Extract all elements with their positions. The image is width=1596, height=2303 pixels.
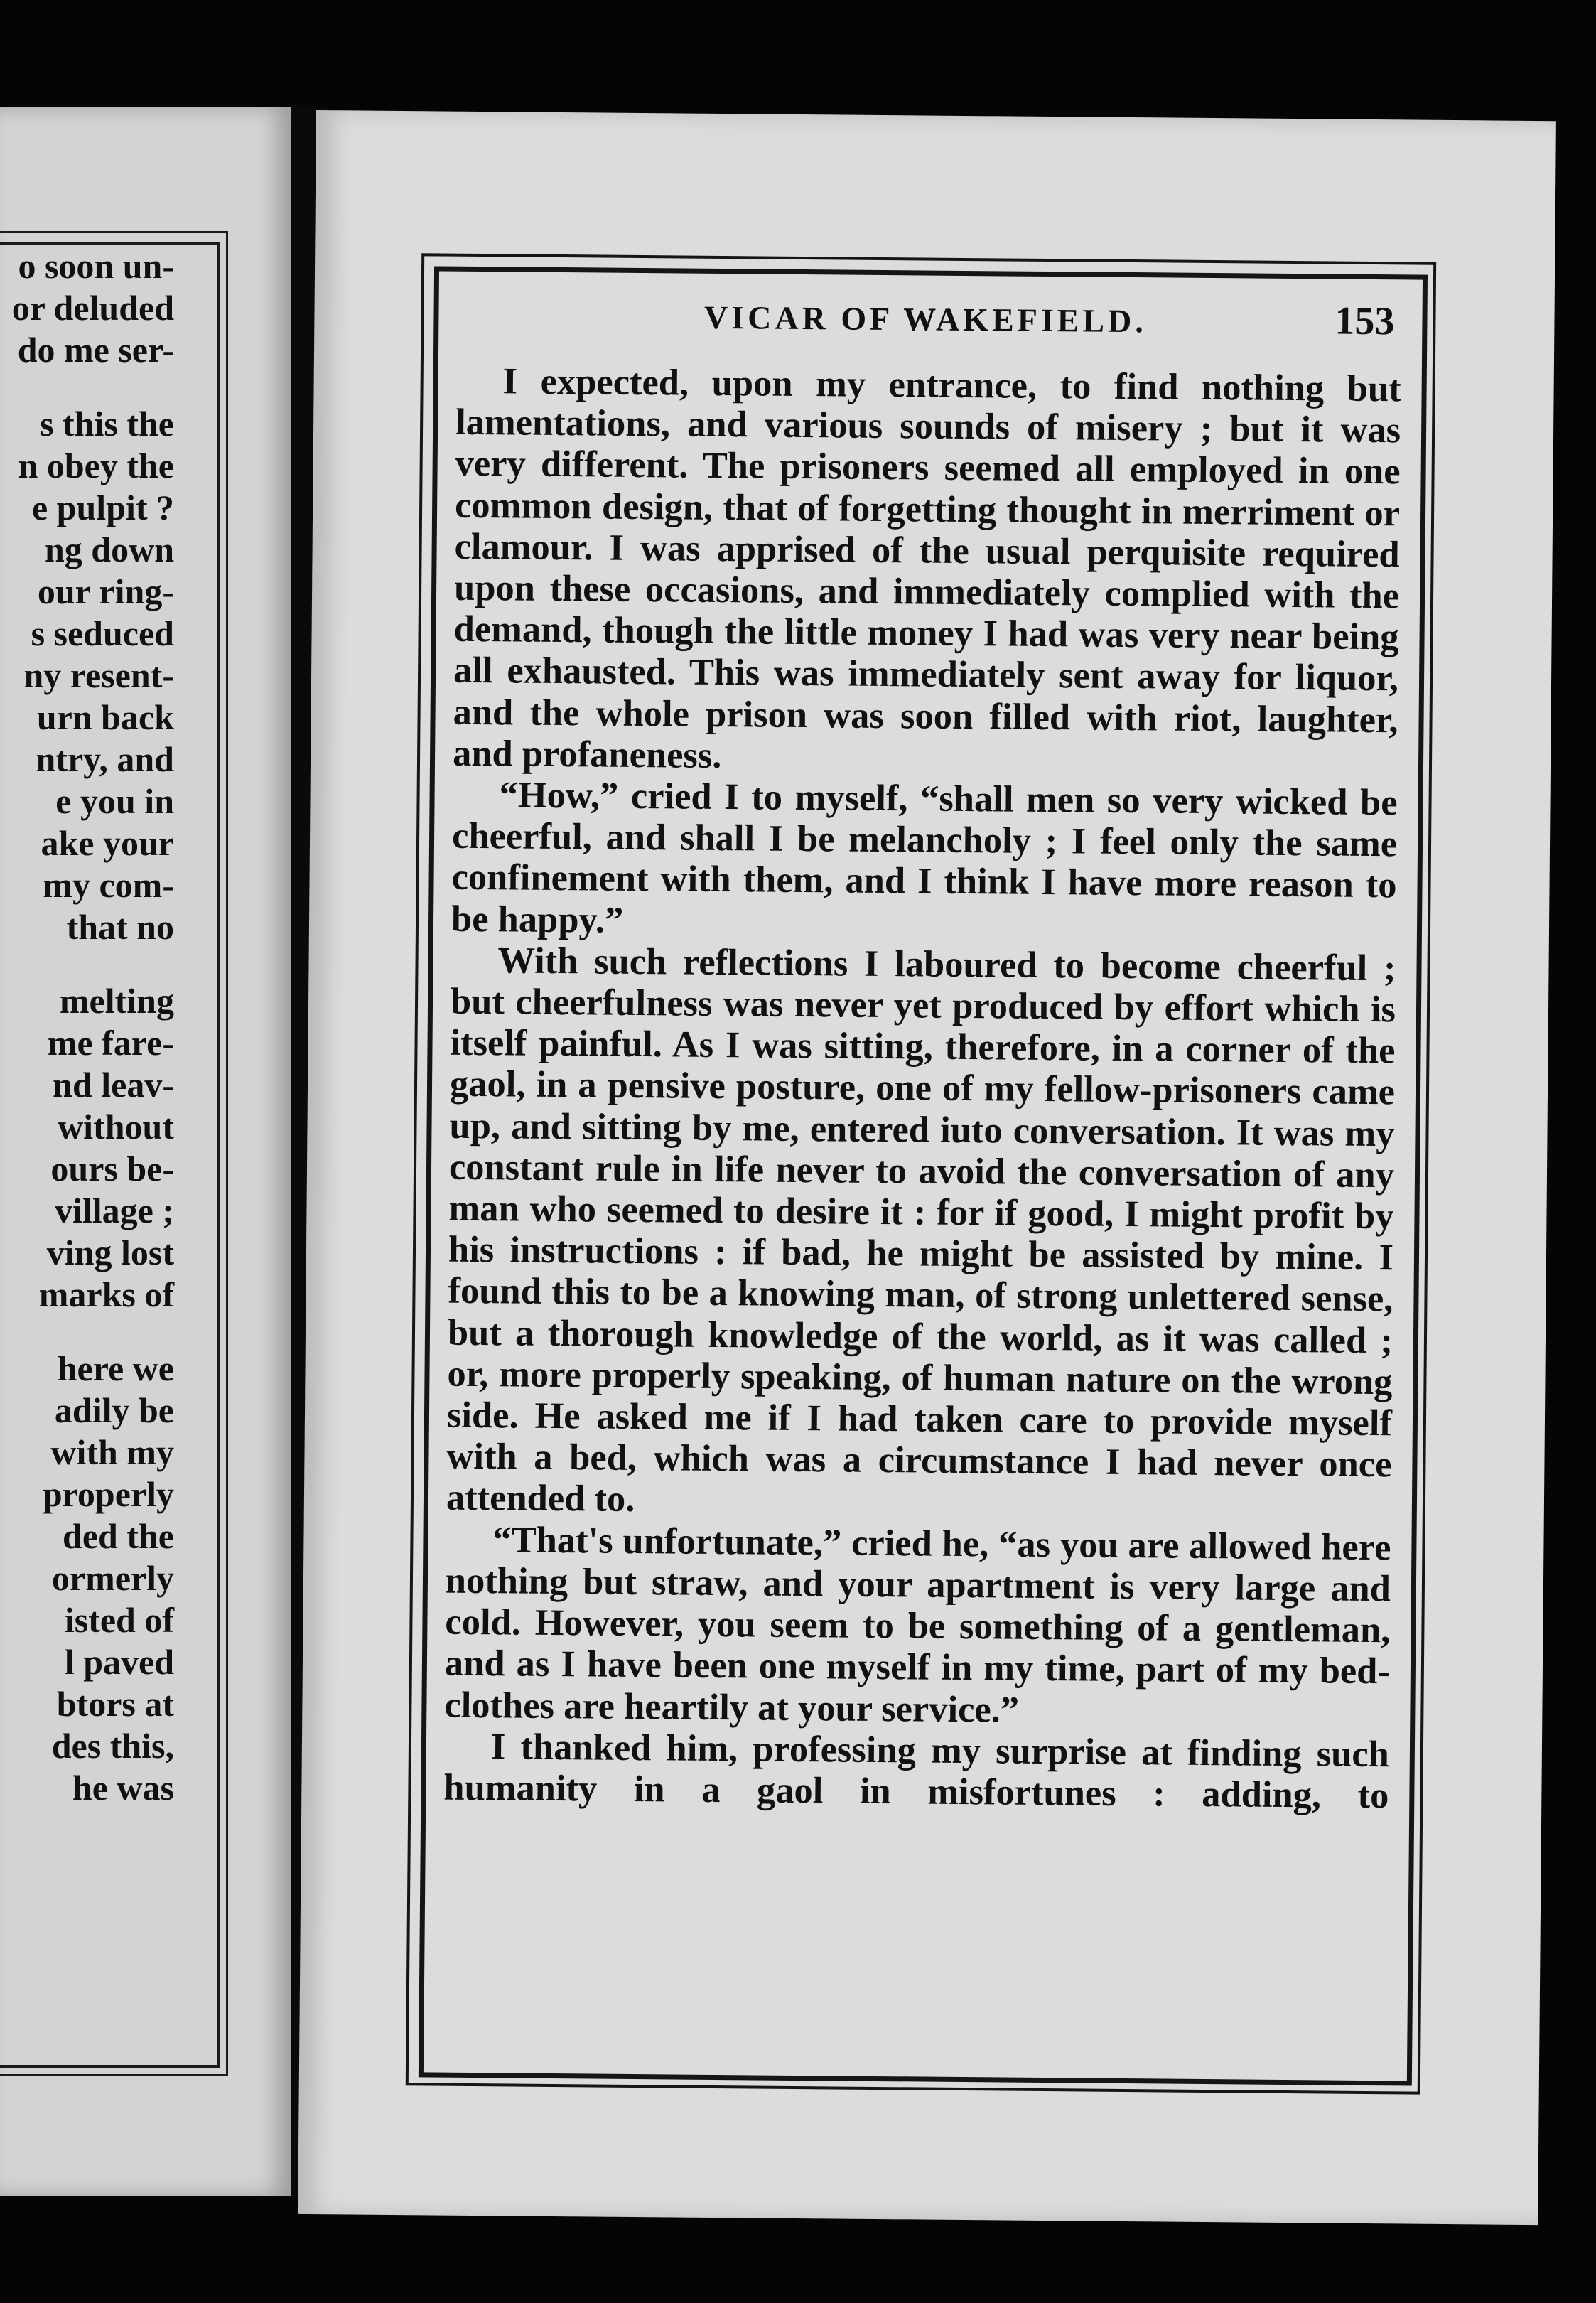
line-gap <box>0 1316 174 1348</box>
previous-page-line: properly <box>42 1474 174 1514</box>
previous-page-text <box>0 245 174 1809</box>
paragraph: I thanked him, professing my surprise at finding such humanity in a gaol in misfortunes : adding, to <box>443 1725 1390 1817</box>
previous-page-line: melting <box>59 981 174 1021</box>
previous-page-line: that no <box>66 907 174 947</box>
page-body <box>443 360 1401 1817</box>
paragraph: “That's unfortunate,” cried he, “as you are allowed here nothing but straw, and your apartment is very large and cold. However, you seem to be something of a gentleman, and as I have been one myself in my time, part of my bed-clothes are heartily at your service.” <box>444 1518 1391 1731</box>
previous-page-line: marks of <box>38 1274 174 1314</box>
previous-page-line: do me ser- <box>17 330 174 370</box>
previous-page-line: ng down <box>44 530 174 569</box>
paragraph: I expected, upon my entrance, to find nothing but lamentations, and various sounds of misery ; but it was very different. The prisoners seemed all employed in one common design, that of forgetting thought in merriment or clamour. I was apprised of the usual perquisite required upon these occasions, and immediately complied with the demand, though the little money I had was very near being all exhausted. This was immediately sent away for liquor, and the whole prison was soon filled with riot, laughter, and profaneness. <box>452 360 1401 776</box>
previous-page-line: urn back <box>36 697 174 737</box>
running-head <box>456 296 1395 362</box>
previous-page-line: ded the <box>63 1516 174 1556</box>
previous-page-line: me fare- <box>47 1023 174 1063</box>
previous-page-line: ny resent- <box>23 655 174 695</box>
page-number: 153 <box>1335 299 1395 344</box>
previous-page-line: nd leav- <box>53 1065 174 1105</box>
previous-page-line: ving lost <box>46 1233 174 1272</box>
previous-page-line: ormerly <box>51 1558 174 1598</box>
previous-page-line: e pulpit ? <box>31 488 174 527</box>
previous-page-line: isted of <box>64 1600 174 1640</box>
paragraph: “How,” cried I to myself, “shall men so very wicked be cheerful, and shall I be melancholy ; I feel only the same confinement with them, and I think I have more reason to be happy.” <box>451 774 1398 941</box>
paragraph: With such reflections I laboured to become cheerful ; but cheerfulness was never yet produced by effort which is itself painful. As I was sitting, therefore, in a corner of the gaol, in a pensive posture, one of my fellow-prisoners came up, and sitting by me, entered iuto conversation. It was my constant rule in life never to avoid the conversation of any man who seemed to desire it : for if good, I might profit by his instructions : if bad, he might be assisted by mine. I found this to be a knowing man, of strong unlettered sense, but a thorough knowledge of the world, as it was called ; or, more properly speaking, of human nature on the wrong side. He asked me if I had taken care to provide myself with a bed, which was a circumstance I had never once attended to. <box>446 940 1396 1520</box>
previous-page <box>0 107 291 2196</box>
previous-page-line: ake your <box>41 823 174 863</box>
previous-page-line: e you in <box>55 781 174 821</box>
previous-page-line: btors at <box>56 1684 174 1724</box>
previous-page-line: with my <box>50 1432 174 1472</box>
previous-page-line: s seduced <box>31 613 174 653</box>
previous-page-line: des this, <box>51 1726 174 1766</box>
previous-page-line: ntry, and <box>36 739 174 779</box>
previous-page-line: s this the <box>40 404 174 444</box>
previous-page-line: my com- <box>43 865 174 905</box>
previous-page-line: he was <box>72 1768 174 1808</box>
previous-page-line: without <box>58 1107 174 1147</box>
previous-page-line: or deluded <box>11 288 174 328</box>
previous-page-line: n obey the <box>18 446 174 485</box>
previous-page-line: l paved <box>64 1642 174 1682</box>
previous-page-line: here we <box>57 1348 174 1388</box>
line-gap <box>0 948 174 980</box>
previous-page-line: village ; <box>54 1191 174 1230</box>
line-gap <box>0 371 174 403</box>
previous-page-line: our ring- <box>37 571 174 611</box>
current-page <box>298 110 1556 2225</box>
previous-page-line: o soon un- <box>18 246 174 286</box>
running-title: VICAR OF WAKEFIELD. <box>703 299 1148 340</box>
previous-page-line: adily be <box>54 1390 174 1430</box>
previous-page-line: ours be- <box>50 1149 174 1188</box>
